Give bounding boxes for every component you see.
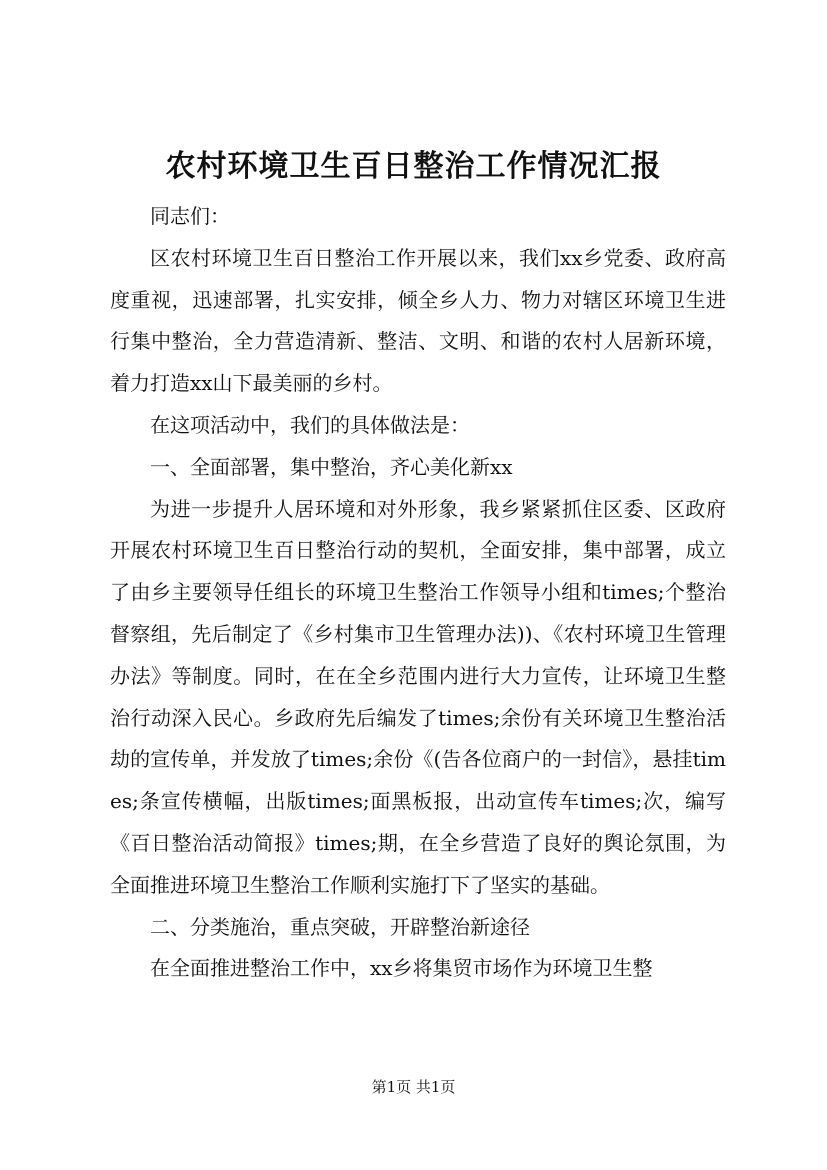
approach-paragraph: 在这项活动中，我们的具体做法是： bbox=[150, 412, 470, 437]
section-heading-2: 二、分类施治，重点突破，开辟整治新途径 bbox=[150, 914, 530, 939]
document-body bbox=[110, 196, 726, 990]
section-1-paragraph: 为进一步提升人居环境和对外形象，我乡紧紧抓住区委、区政府开展农村环境卫生百日整治行动的契机，全面安排，集中部署，成立了由乡主要领导任组长的环境卫生整治工作领导小组和times;个整治督察组，先后制定了《乡村集市卫生管理办法))、《农村环境卫生管理办法》等制度。同时，在在全乡范围内进行大力宣传，让环境卫生整治行动深入民心。乡政府先后编发了times;余份有关环境卫生整治活劫的宣传单，并发放了times;余份《(告各位商户的一封信》，悬挂times;条宣传横幅，出版times;面黑板报，出动宣传车times;次，编写《百日整治活动简报》times;期，在全乡营造了良好的舆论氛围，为全面推进环境卫生整治工作顺利实施打下了坚实的基础。 bbox=[110, 496, 726, 897]
intro-paragraph: 区农村环境卫生百日整治工作开展以来，我们xx乡党委、政府高度重视，迅速部署，扎实安排，倾全乡人力、物力对辖区环境卫生进行集中整治，全力营造清新、整洁、文明、和谐的农村人居新环境，着力打造xx山下最美丽的乡村。 bbox=[110, 245, 726, 396]
document-title: 农村环境卫生百日整治工作情况汇报 bbox=[165, 149, 662, 184]
salutation-paragraph: 同志们： bbox=[150, 204, 230, 228]
section-2-paragraph: 在全面推进整治工作中，xx乡将集贸市场作为环境卫生整 bbox=[150, 956, 653, 981]
page-footer: 第1页 共1页 bbox=[371, 1078, 456, 1096]
section-heading-1: 一、全面部署，集中整治，齐心美化新xx bbox=[150, 454, 513, 479]
